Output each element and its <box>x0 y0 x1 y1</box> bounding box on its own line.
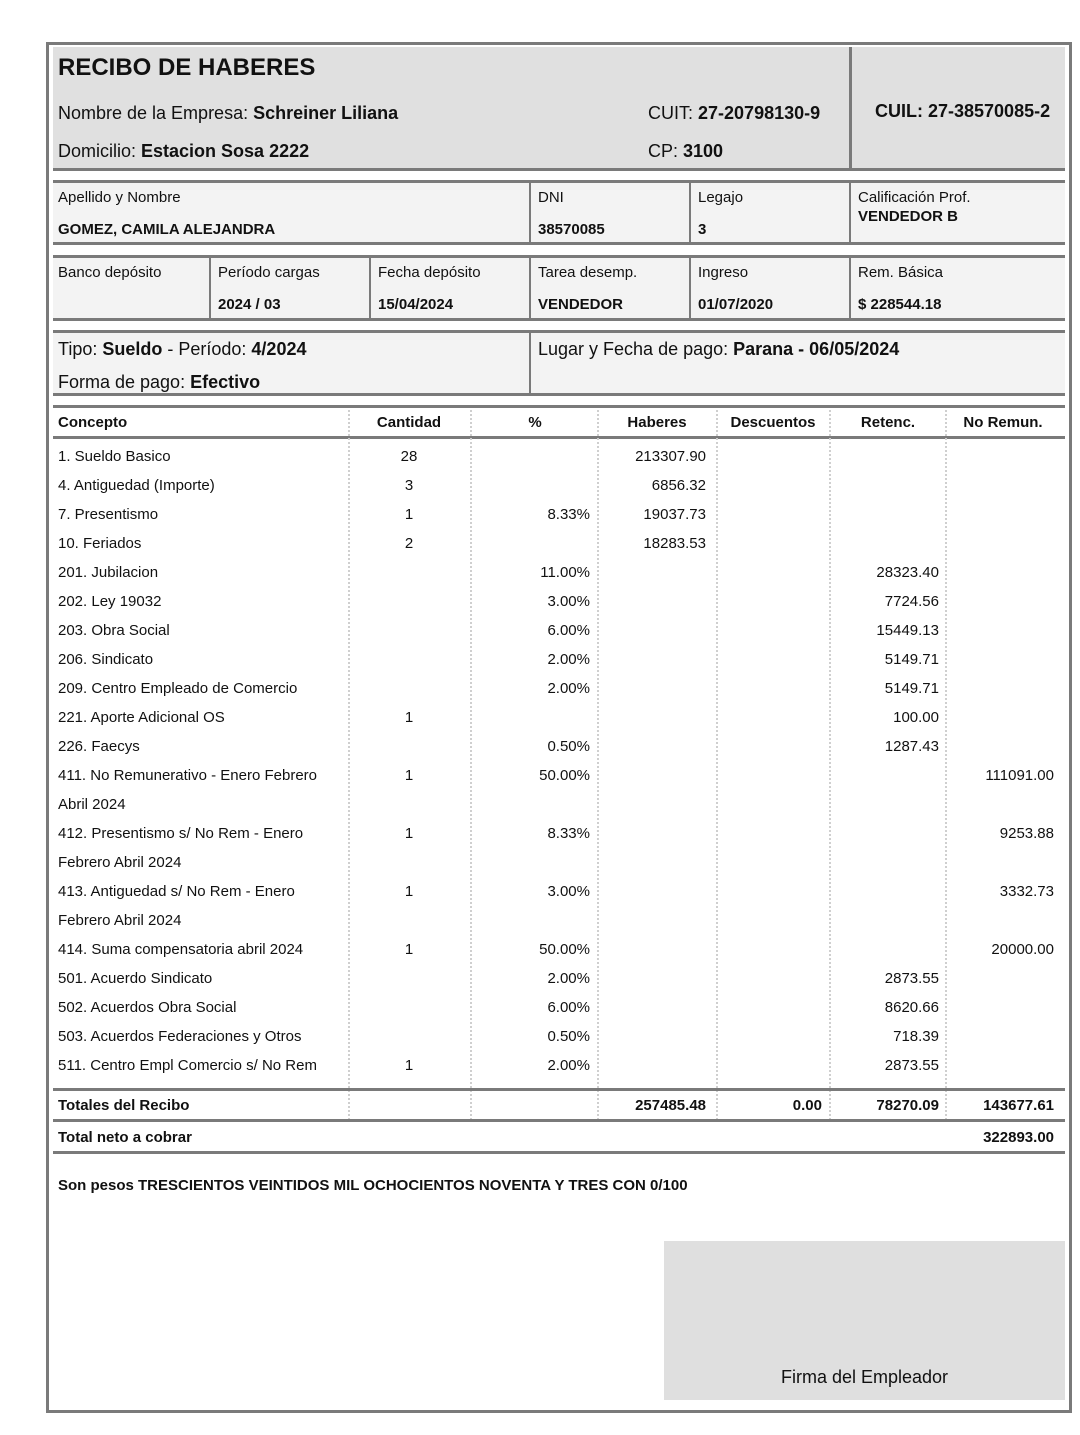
company-name: Nombre de la Empresa: Schreiner Liliana <box>58 103 399 123</box>
receipt-header <box>53 47 1065 170</box>
table-row: 414. Suma compensatoria abril 2024 1 50.00% 20000.00 <box>58 941 1054 958</box>
net-total-label: Total neto a cobrar <box>58 1129 192 1146</box>
total-retenc: 78270.09 <box>876 1097 939 1114</box>
table-row: 411. No Remunerativo - Enero Febrero 1 50.00% 111091.00 <box>58 767 1054 784</box>
calificacion-cell: Calificación Prof. VENDEDOR B <box>858 189 971 225</box>
table-row: 201. Jubilacion 11.00% 28323.40 <box>58 564 939 581</box>
dni-cell: DNI 38570085 <box>538 189 605 238</box>
table-row: 209. Centro Empleado de Comercio 2.00% 5149.71 <box>58 680 939 697</box>
company-address: Domicilio: Estacion Sosa 2222 <box>58 141 310 161</box>
payment-method: Forma de pago: Efectivo <box>58 372 261 392</box>
tarea-cell: Tarea desemp. VENDEDOR <box>538 264 638 313</box>
ingreso-cell: Ingreso 01/07/2020 <box>698 264 774 313</box>
table-row: 511. Centro Empl Comercio s/ No Rem 1 2.00% 2873.55 <box>58 1057 939 1074</box>
divider <box>53 242 1065 245</box>
table-row: 502. Acuerdos Obra Social 6.00% 8620.66 <box>58 999 939 1016</box>
divider <box>689 258 691 318</box>
divider <box>53 1119 1065 1122</box>
col-header-concepto: Concepto <box>58 414 128 431</box>
divider <box>689 183 691 242</box>
employee-name: GOMEZ, CAMILA ALEJANDRA <box>58 221 276 238</box>
header-divider <box>849 47 852 170</box>
total-no-remun: 143677.61 <box>983 1097 1054 1114</box>
table-row: 202. Ley 19032 3.00% 7724.56 <box>58 593 939 610</box>
totals-label: Totales del Recibo <box>58 1097 190 1114</box>
amount-in-words: Son pesos TRESCIENTOS VEINTIDOS MIL OCHOCIENTOS NOVENTA Y TRES CON 0/100 <box>58 1177 688 1194</box>
divider <box>849 183 851 242</box>
divider <box>849 258 851 318</box>
total-haberes: 257485.48 <box>635 1097 706 1114</box>
rem-basica-cell: Rem. Básica $ 228544.18 <box>858 264 944 313</box>
banco-cell: Banco depósito <box>58 264 162 281</box>
divider <box>53 168 1065 171</box>
dni-value: 38570085 <box>538 221 605 238</box>
table-row: 413. Antiguedad s/ No Rem - Enero 1 3.00% 3332.73 <box>58 883 1054 900</box>
table-row: 206. Sindicato 2.00% 5149.71 <box>58 651 939 668</box>
table-row: 1. Sueldo Basico 28 213307.90 <box>58 448 706 465</box>
divider <box>369 258 371 318</box>
employer-signature-box <box>664 1241 1065 1400</box>
employer-signature-label: Firma del Empleador <box>780 1367 949 1387</box>
legajo-cell: Legajo 3 <box>698 189 744 238</box>
table-row: 226. Faecys 0.50% 1287.43 <box>58 738 939 755</box>
deposit-block <box>53 258 1065 318</box>
table-row: 7. Presentismo 1 8.33% 19037.73 <box>58 506 706 523</box>
payment-block <box>53 333 1065 393</box>
col-header-haberes: Haberes <box>627 414 687 431</box>
divider <box>53 1088 1065 1091</box>
receipt-title: RECIBO DE HABERES <box>58 54 316 81</box>
company-cuit: CUIT: 27-20798130-9 <box>648 103 821 123</box>
payment-type: Tipo: Sueldo - Período: 4/2024 <box>58 339 307 359</box>
employee-name-cell: Apellido y Nombre GOMEZ, CAMILA ALEJANDRA <box>58 189 276 238</box>
table-row: 501. Acuerdo Sindicato 2.00% 2873.55 <box>58 970 939 987</box>
divider <box>53 436 1065 439</box>
divider <box>53 405 1065 408</box>
total-descuentos: 0.00 <box>792 1097 822 1114</box>
table-row: 221. Aporte Adicional OS 1 100.00 <box>58 709 939 726</box>
divider <box>209 258 211 318</box>
table-row: Febrero Abril 2024 <box>58 854 182 871</box>
employee-cuil: CUIL: 27-38570085-2 <box>875 101 1051 121</box>
col-header-no-remun: No Remun. <box>963 414 1043 431</box>
table-row: 412. Presentismo s/ No Rem - Enero 1 8.33% 9253.88 <box>58 825 1054 842</box>
payment-place-date: Lugar y Fecha de pago: Parana - 06/05/2024 <box>538 339 900 359</box>
fecha-deposito-cell: Fecha depósito 15/04/2024 <box>378 264 481 313</box>
legajo-value: 3 <box>698 221 707 238</box>
net-total-value: 322893.00 <box>983 1129 1054 1146</box>
col-header-retenc: Retenc. <box>860 414 916 431</box>
divider <box>53 1151 1065 1154</box>
table-row: 4. Antiguedad (Importe) 3 6856.32 <box>58 477 706 494</box>
divider <box>53 318 1065 321</box>
calificacion-value: VENDEDOR B <box>858 208 959 225</box>
table-row: Abril 2024 <box>58 796 126 813</box>
table-row: 203. Obra Social 6.00% 15449.13 <box>58 622 939 639</box>
divider <box>53 393 1065 396</box>
col-header-cantidad: Cantidad <box>376 414 442 431</box>
periodo-cargas-cell: Período cargas 2024 / 03 <box>218 264 320 313</box>
company-postal-code: CP: 3100 <box>648 141 724 161</box>
divider <box>529 183 531 242</box>
table-row: 10. Feriados 2 18283.53 <box>58 535 706 552</box>
divider <box>529 258 531 318</box>
col-header-descuentos: Descuentos <box>730 414 816 431</box>
employee-block <box>53 183 1065 242</box>
table-row: Febrero Abril 2024 <box>58 912 182 929</box>
table-row: 503. Acuerdos Federaciones y Otros 0.50% 718.39 <box>58 1028 939 1045</box>
col-header-percent: % <box>528 414 542 431</box>
divider <box>529 333 531 393</box>
